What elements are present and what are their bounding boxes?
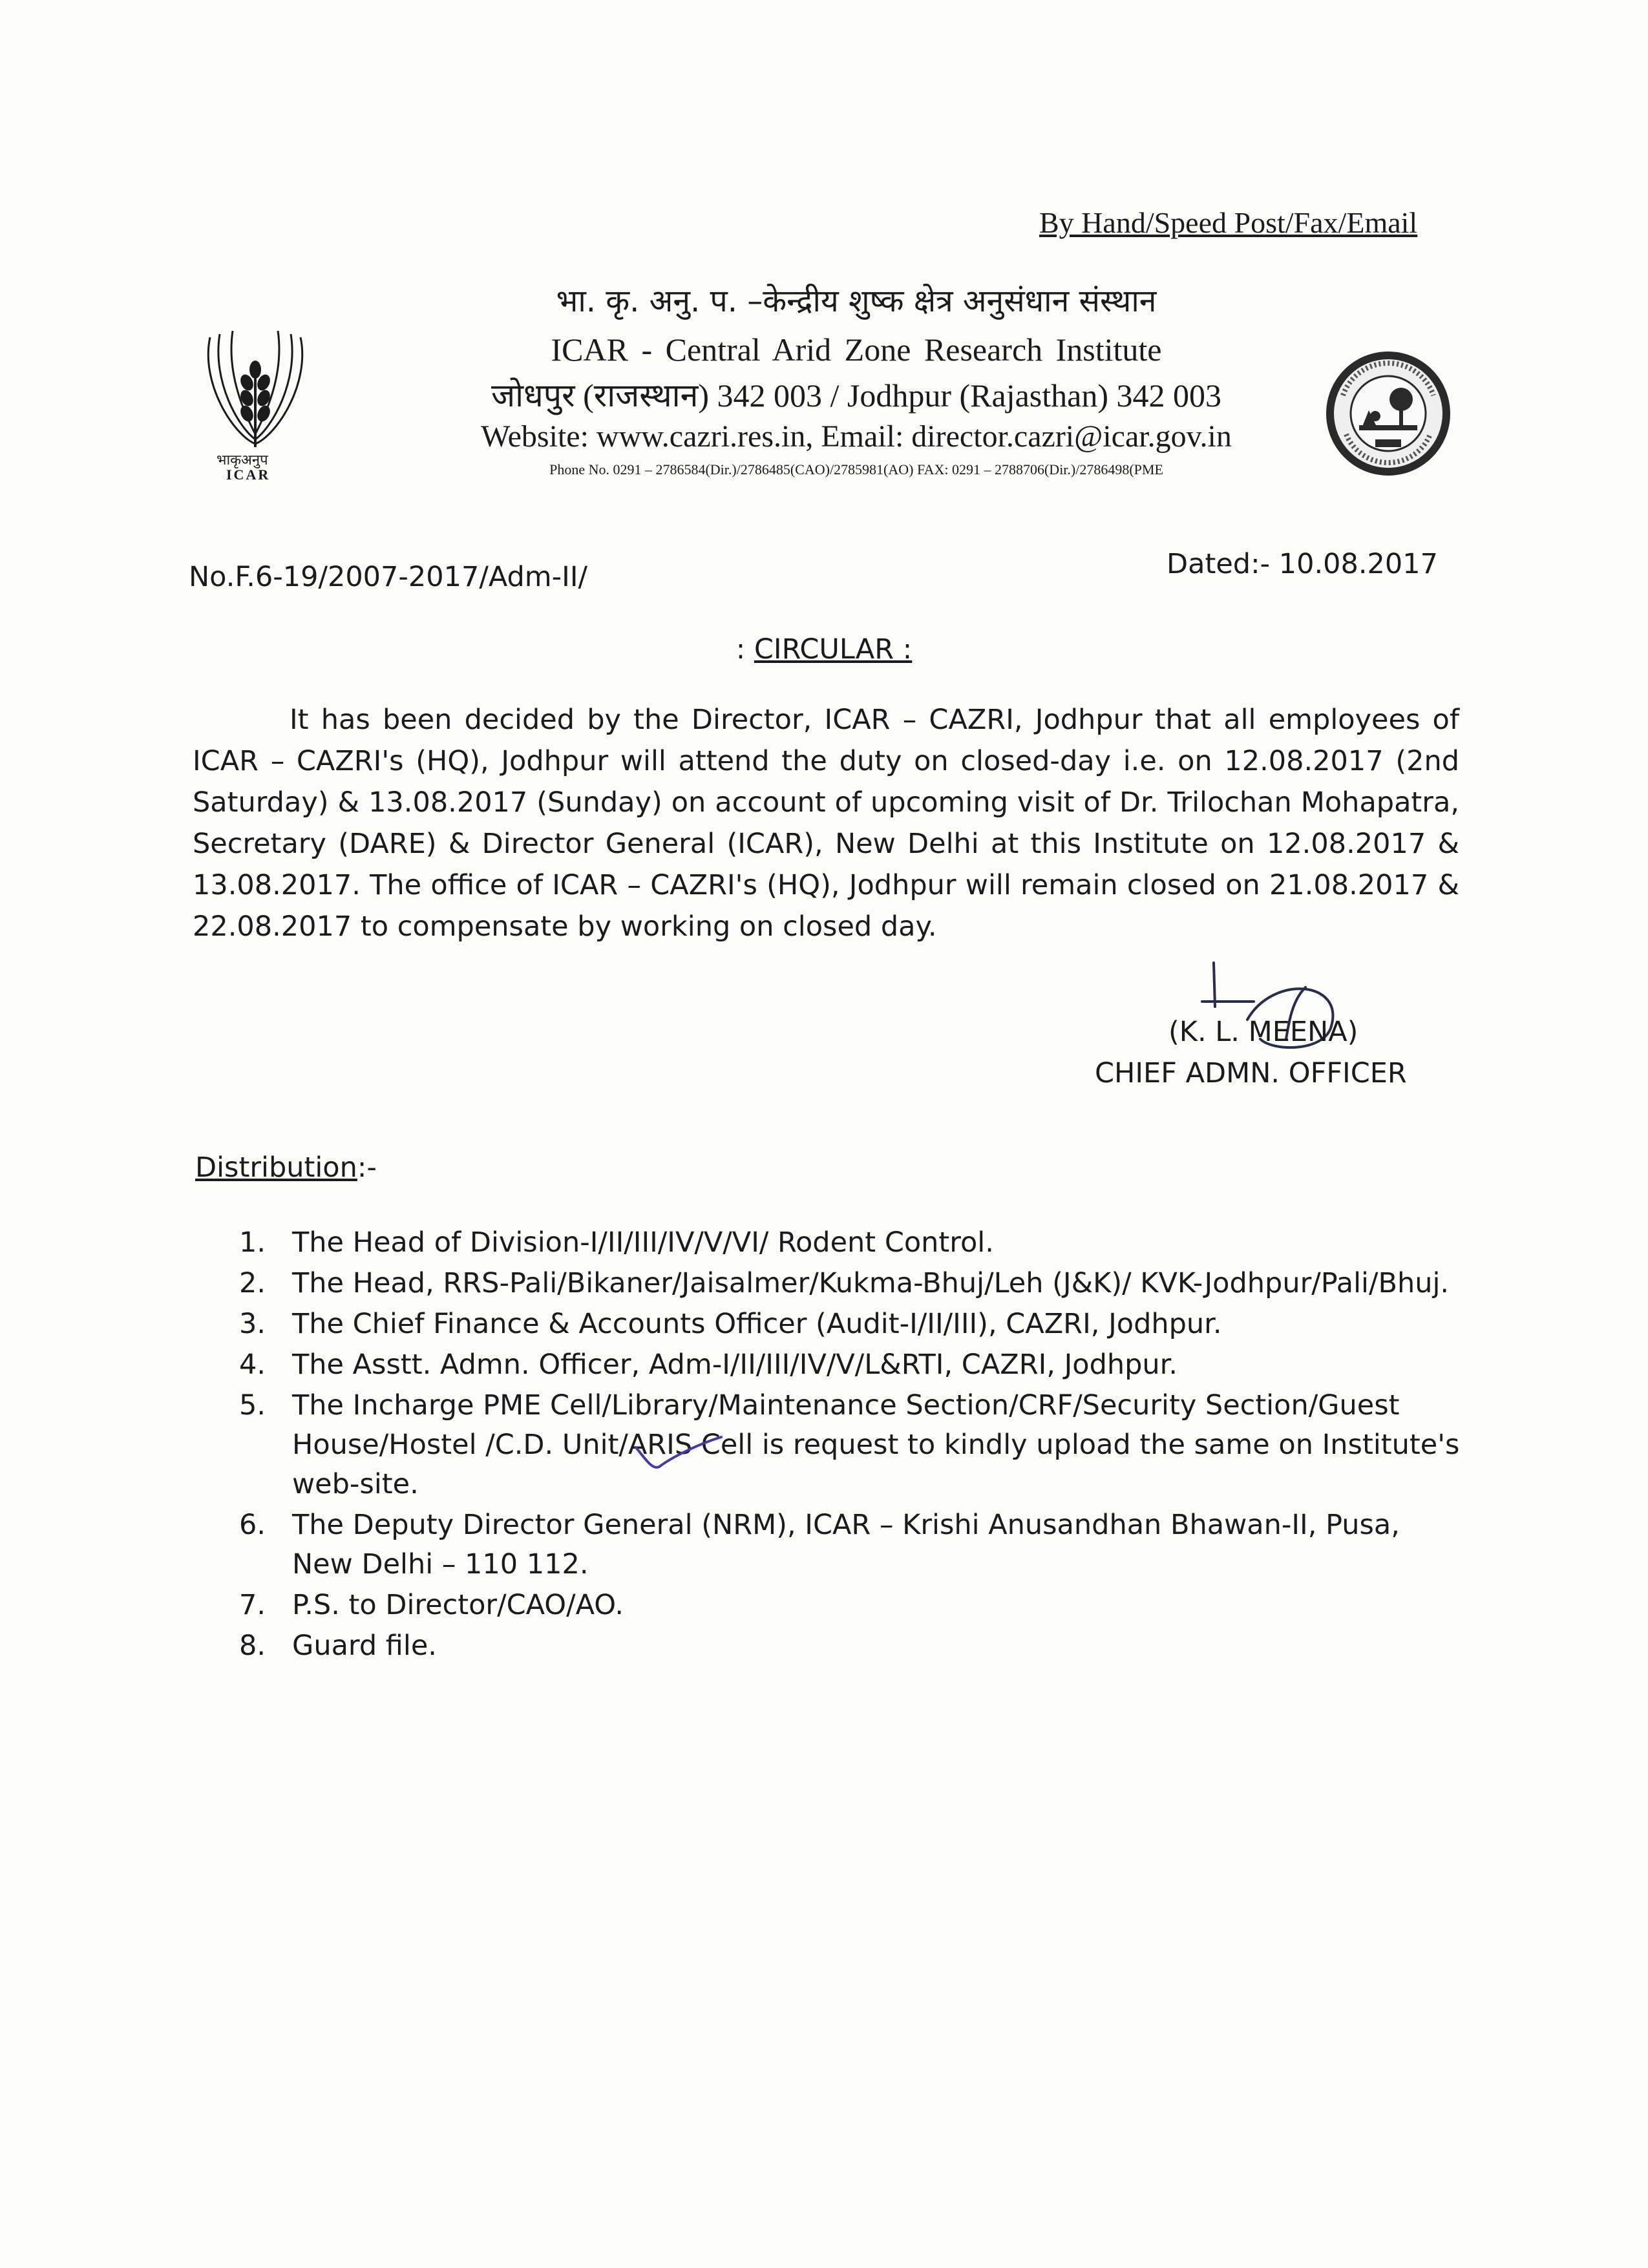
institute-address: जोधपुर (राजस्थान) 342 003 / Jodhpur (Rajasthan) 342 003 — [491, 377, 1222, 414]
list-item-text: Guard file. — [292, 1630, 437, 1662]
list-item-number: 6. — [239, 1509, 266, 1541]
distribution-list — [239, 1223, 1467, 1667]
circular-title-prefix: : — [735, 633, 754, 666]
circular-title-text: CIRCULAR : — [754, 633, 913, 666]
list-item-number: 8. — [239, 1630, 266, 1662]
icar-logo-hindi: भाकृअनुप — [217, 452, 268, 468]
circular-body: It has been decided by the Director, ICAR – CAZRI, Jodhpur that all employees of ICAR – CAZRI's (HQ), Jodhpur will attend the duty on closed-day i.e. on 12.08.2017 (2nd Saturday) & 13.08.2017 (Sunday) on account of upcoming visit of Dr. Trilochan Mohapatra, Secretary (DARE) & Director General (ICAR), New Delhi at this Institute on 12.08.2017 & 13.08.2017. The office of ICAR – CAZRI's (HQ), Jodhpur will remain closed on 21.08.2017 & 22.08.2017 to compensate by working on closed day. — [193, 704, 1459, 943]
list-item — [239, 1506, 1467, 1584]
signatory-designation: CHIEF ADMN. OFFICER — [1095, 1057, 1407, 1089]
cazri-seal-icon — [1324, 349, 1453, 478]
date-line: Dated:- 10.08.2017 — [1167, 548, 1438, 580]
institute-hindi-name: भा. कृ. अनु. प. –केन्द्रीय शुष्क क्षेत्र अनुसंधान संस्थान — [556, 283, 1157, 319]
list-item-text: The Incharge PME Cell/Library/Maintenance Section/CRF/Security Section/Guest House/Hostel /C.D. Unit/ARIS Cell is request to kindly upload the same on Institute's web-site. — [292, 1389, 1460, 1500]
distribution-heading-text: Distribution — [195, 1151, 357, 1184]
circular-title — [0, 633, 1648, 666]
list-item-text: P.S. to Director/CAO/AO. — [292, 1589, 624, 1621]
institute-web-email: Website: www.cazri.res.in, Email: director.cazri@icar.gov.in — [481, 419, 1232, 454]
institute-name: ICAR - Central Arid Zone Research Institute — [551, 331, 1162, 368]
list-item-number: 2. — [239, 1267, 266, 1299]
signatory-name: (K. L. MEENA) — [1168, 1016, 1358, 1048]
pen-tick-mark-icon — [633, 1434, 724, 1473]
list-item-text: The Asstt. Admn. Officer, Adm-I/II/III/IV/V/L&RTI, CAZRI, Jodhpur. — [292, 1349, 1178, 1381]
distribution-heading-suffix: :- — [357, 1151, 377, 1184]
list-item — [239, 1345, 1467, 1385]
list-item-number: 3. — [239, 1308, 266, 1340]
list-item-number: 7. — [239, 1589, 266, 1621]
list-item — [239, 1223, 1467, 1263]
distribution-heading — [195, 1151, 377, 1184]
dispatch-mode: By Hand/Speed Post/Fax/Email — [1039, 206, 1418, 239]
list-item-number: 4. — [239, 1349, 266, 1381]
list-item-text: The Head of Division-I/II/III/IV/V/VI/ Rodent Control. — [292, 1226, 994, 1259]
list-item-number: 5. — [239, 1389, 266, 1422]
list-item — [239, 1626, 1467, 1666]
list-item — [239, 1386, 1467, 1504]
list-item-text: The Chief Finance & Accounts Officer (Audit-I/II/III), CAZRI, Jodhpur. — [292, 1308, 1222, 1340]
list-item-number: 1. — [239, 1226, 266, 1259]
list-item — [239, 1264, 1467, 1303]
list-item — [239, 1586, 1467, 1625]
list-item — [239, 1305, 1467, 1344]
reference-number: No.F.6-19/2007-2017/Adm-II/ — [189, 561, 588, 593]
list-item-text: The Deputy Director General (NRM), ICAR – Krishi Anusandhan Bhawan-II, Pusa, New Delhi – 110 112. — [292, 1509, 1400, 1580]
icar-logo-text: ICAR — [226, 467, 271, 483]
list-item-text: The Head, RRS-Pali/Bikaner/Jaisalmer/Kukma-Bhuj/Leh (J&K)/ KVK-Jodhpur/Pali/Bhuj. — [292, 1267, 1450, 1299]
institute-phone-fax: Phone No. 0291 – 2786584(Dir.)/2786485(CAO)/2785981(AO) FAX: 0291 – 2788706(Dir.)/2786498(PME — [549, 461, 1163, 478]
